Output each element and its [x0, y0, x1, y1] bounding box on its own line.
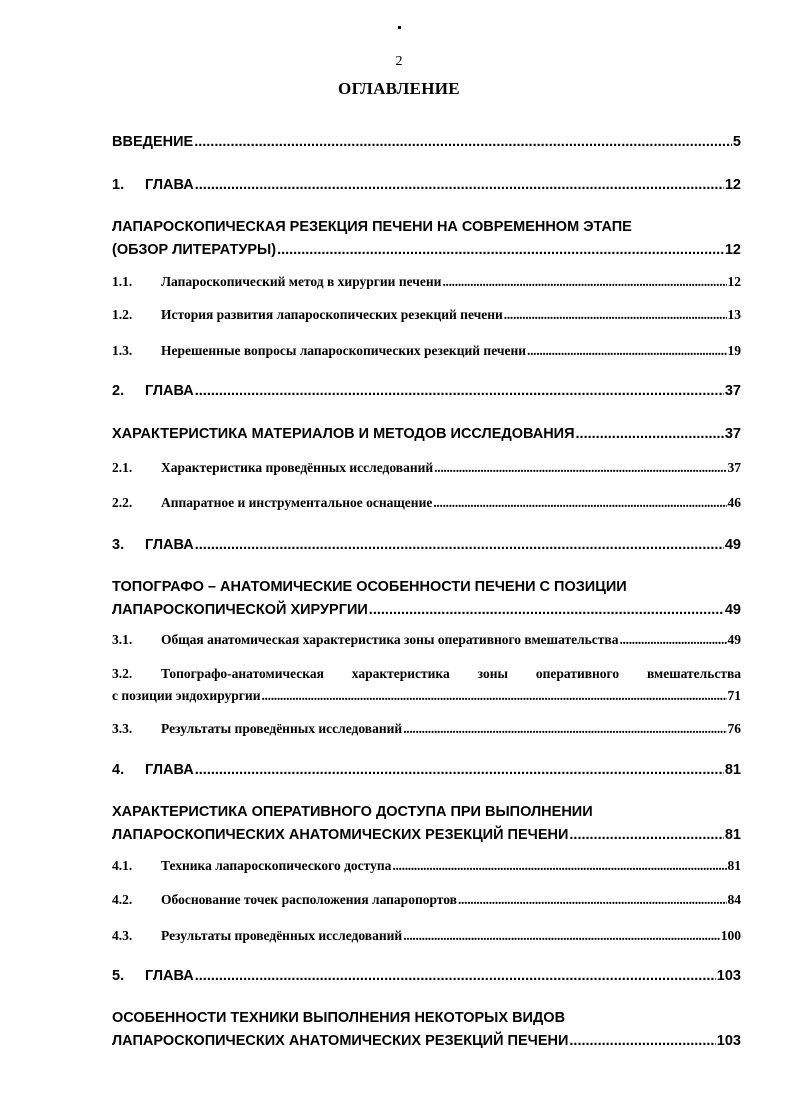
toc-page-number: 49: [727, 632, 741, 647]
toc-page-number: 81: [724, 827, 741, 843]
toc-page-number: 103: [716, 968, 741, 984]
section-number: 3.2.: [112, 666, 133, 681]
toc-entry-section-3-3[interactable]: [112, 718, 741, 740]
toc-entry-text-line2: ЛАПАРОСКОПИЧЕСКИХ АНАТОМИЧЕСКИХ РЕЗЕКЦИЙ ПЕЧЕНИ: [112, 827, 569, 843]
section-number: 2.1.: [112, 460, 133, 475]
toc-entry-section-2-2[interactable]: [112, 492, 741, 514]
toc-entry-text: Характеристика проведённых исследований: [161, 460, 434, 475]
dot-leader: [277, 239, 724, 262]
toc-page-number: 12: [727, 274, 741, 289]
toc-entry-text: Общая анатомическая характеристика зоны оперативного вмешательства: [161, 632, 619, 647]
dot-leader: [442, 271, 726, 293]
page-number: 2: [395, 54, 403, 69]
toc-entry-text: Результаты проведённых исследований: [161, 721, 403, 736]
toc-entry-text: Нерешенные вопросы лапароскопических резекций печени: [161, 343, 527, 358]
chapter-label: ГЛАВА: [145, 537, 194, 553]
section-number: 4.1.: [112, 858, 133, 873]
toc-page-number: 100: [720, 928, 741, 943]
toc-entry-text: Результаты проведённых исследований: [161, 928, 403, 943]
toc-entry-text-line2: ЛАПАРОСКОПИЧЕСКОЙ ХИРУРГИИ: [112, 602, 368, 618]
toc-entry-section-1-1[interactable]: [112, 271, 741, 293]
chapter-label: ГЛАВА: [145, 762, 194, 778]
dot-leader: [194, 131, 732, 154]
dot-leader: [527, 340, 726, 362]
dot-leader: [569, 824, 723, 847]
toc-entry-text: Аппаратное и инструментальное оснащение: [161, 495, 433, 510]
chapter-label: ГЛАВА: [145, 383, 194, 399]
toc-entry-chapter-3-title[interactable]: [112, 576, 741, 622]
toc-entry-text-line1: ХАРАКТЕРИСТИКА ОПЕРАТИВНОГО ДОСТУПА ПРИ ВЫПОЛНЕНИИ: [112, 804, 593, 820]
toc-page-number: 5: [732, 134, 741, 150]
chapter-number: 5.: [112, 968, 125, 984]
toc-entry-chapter-3[interactable]: [112, 534, 741, 557]
dot-leader: [569, 1030, 715, 1053]
toc-entry-section-4-2[interactable]: [112, 889, 741, 911]
toc-entry-text-line2: с позиции эндохирургии: [112, 688, 261, 703]
toc-entry-section-3-2[interactable]: [112, 663, 741, 707]
toc-page-number: 76: [727, 721, 741, 736]
toc-entry-text-line1: ЛАПАРОСКОПИЧЕСКАЯ РЕЗЕКЦИЯ ПЕЧЕНИ НА СОВРЕМЕННОМ ЭТАПЕ: [112, 219, 632, 235]
toc-entry-text-line1: Топографо-анатомическая характеристика зоны оперативного вмешательства: [161, 666, 741, 681]
toc-page-number: 49: [724, 602, 741, 618]
dot-leader: [403, 925, 720, 947]
toc-page-number: 49: [724, 537, 741, 553]
dot-leader: [392, 855, 726, 877]
toc-entry-section-2-1[interactable]: [112, 457, 741, 479]
chapter-number: 3.: [112, 537, 125, 553]
toc-entry-chapter-5[interactable]: [112, 965, 741, 988]
dot-leader: [433, 492, 726, 514]
toc-page-number: 37: [727, 460, 741, 475]
toc-page-number: 81: [724, 762, 741, 778]
chapter-label: ГЛАВА: [145, 177, 194, 193]
section-number: 4.3.: [112, 928, 133, 943]
dot-leader: [195, 174, 724, 197]
dot-leader: [504, 304, 727, 326]
toc-entry-chapter-2-title[interactable]: [112, 423, 741, 446]
toc-entry-section-4-1[interactable]: [112, 855, 741, 877]
dot-leader: [369, 599, 724, 622]
dot-leader: [195, 759, 724, 782]
toc-entry-text: Лапароскопический метод в хирургии печени: [161, 274, 442, 289]
toc-page-number: 12: [724, 242, 741, 258]
toc-entry-section-3-1[interactable]: [112, 629, 741, 651]
toc-entry-text-line1: ТОПОГРАФО – АНАТОМИЧЕСКИЕ ОСОБЕННОСТИ ПЕЧЕНИ С ПОЗИЦИИ: [112, 579, 627, 595]
dot-leader: [195, 380, 724, 403]
dot-leader: [576, 423, 724, 446]
toc-entry-chapter-4-title[interactable]: [112, 801, 741, 847]
section-number: 1.2.: [112, 307, 133, 322]
dot-leader: [195, 965, 716, 988]
chapter-number: 1.: [112, 177, 125, 193]
dot-leader: [434, 457, 726, 479]
toc-page-number: 13: [727, 307, 741, 322]
toc-entry-section-4-3[interactable]: [112, 925, 741, 947]
dot-leader: [619, 629, 726, 651]
toc-entry-chapter-1-title[interactable]: [112, 216, 741, 262]
toc-entry-text: История развития лапароскопических резекций печени: [161, 307, 503, 322]
toc-entry-chapter-1[interactable]: [112, 174, 741, 197]
toc-page-number: 71: [727, 688, 741, 703]
toc-entry-text: ХАРАКТЕРИСТИКА МАТЕРИАЛОВ И МЕТОДОВ ИССЛЕДОВАНИЯ: [112, 426, 575, 442]
section-number: 1.1.: [112, 274, 133, 289]
toc-entry-text: Обоснование точек расположения лапаропортов: [161, 892, 457, 907]
chapter-label: ГЛАВА: [145, 968, 194, 984]
section-number: 3.3.: [112, 721, 133, 736]
section-number: 1.3.: [112, 343, 133, 358]
toc-entry-chapter-2[interactable]: [112, 380, 741, 403]
toc-entry-section-1-2[interactable]: [112, 304, 741, 326]
toc-page-number: 19: [727, 343, 741, 358]
section-number: 2.2.: [112, 495, 133, 510]
toc-entry-text-line2: ЛАПАРОСКОПИЧЕСКИХ АНАТОМИЧЕСКИХ РЕЗЕКЦИЙ ПЕЧЕНИ: [112, 1033, 569, 1049]
section-number: 4.2.: [112, 892, 133, 907]
toc-page-number: 37: [724, 426, 741, 442]
toc-page-number: 12: [724, 177, 741, 193]
dot-leader: [458, 889, 727, 911]
dot-leader: [261, 685, 726, 707]
toc-entry-section-1-3[interactable]: [112, 340, 741, 362]
toc-page-number: 103: [716, 1033, 741, 1049]
toc-entry-chapter-5-title[interactable]: [112, 1007, 741, 1053]
dot-leader: [195, 534, 724, 557]
toc-entry-text-line1: ОСОБЕННОСТИ ТЕХНИКИ ВЫПОЛНЕНИЯ НЕКОТОРЫХ ВИДОВ: [112, 1010, 566, 1026]
toc-page-number: 81: [727, 858, 741, 873]
toc-page-number: 84: [727, 892, 741, 907]
toc-entry-text-line2: (ОБЗОР ЛИТЕРАТУРЫ): [112, 242, 277, 258]
section-number: 3.1.: [112, 632, 133, 647]
dot-leader: [403, 718, 726, 740]
toc-page-number: 46: [727, 495, 741, 510]
chapter-number: 4.: [112, 762, 125, 778]
chapter-number: 2.: [112, 383, 125, 399]
toc-entry-chapter-4[interactable]: [112, 759, 741, 782]
toc-entry-text: Техника лапароскопического доступа: [161, 858, 392, 873]
toc-page-number: 37: [724, 383, 741, 399]
page-title: ОГЛАВЛЕНИЕ: [338, 79, 460, 98]
toc-entry-intro[interactable]: [112, 131, 741, 154]
toc-entry-text: ВВЕДЕНИЕ: [112, 134, 194, 150]
